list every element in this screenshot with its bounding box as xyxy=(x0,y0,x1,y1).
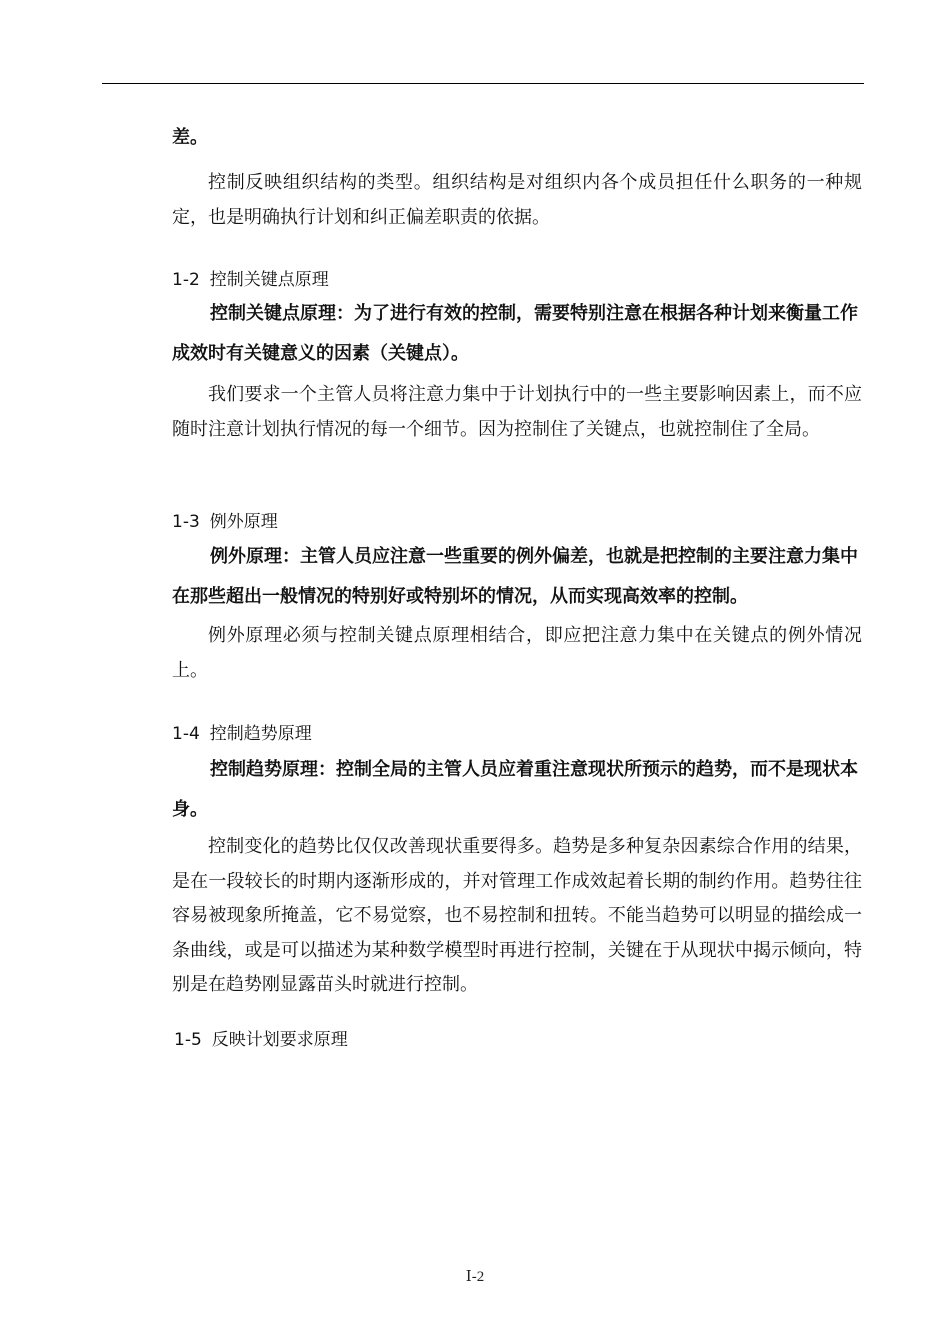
section-number: 1-3 xyxy=(172,512,200,532)
section-number: 1-2 xyxy=(172,270,200,290)
section-heading-1-3 xyxy=(172,510,278,534)
section-number: 1-5 xyxy=(174,1030,202,1050)
section-title: 控制关键点原理 xyxy=(209,270,329,290)
header-rule xyxy=(102,83,864,84)
section-explanation-1-4: 控制变化的趋势比仅仅改善现状重要得多。趋势是多种复杂因素综合作用的结果，是在一段较长的时期内逐渐形成的，并对管理工作成效起着长期的制约作用。趋势往往容易被现象所掩盖，它不易觉察，也不易控制和扭转。不能当趋势可以明显的描绘成一条曲线，或是可以描述为某种数学模型时再进行控制，关键在于从现状中揭示倾向，特别是在趋势刚显露苗头时就进行控制。 xyxy=(172,836,862,995)
section-explanation-1-3: 例外原理必须与控制关键点原理相结合，即应把注意力集中在关键点的例外情况上。 xyxy=(172,625,862,681)
section-title: 例外原理 xyxy=(209,512,278,532)
section-explanation-1-2: 我们要求一个主管人员将注意力集中于计划执行中的一些主要影响因素上，而不应随时注意计划执行情况的每一个细节。因为控制住了关键点，也就控制住了全局。 xyxy=(172,384,862,440)
section-heading-1-2 xyxy=(172,268,329,292)
section-definition-1-2: 控制关键点原理：为了进行有效的控制，需要特别注意在根据各种计划来衡量工作成效时有关键意义的因素（关键点）。 xyxy=(172,303,858,364)
section-title: 反映计划要求原理 xyxy=(211,1030,348,1050)
section-title: 控制趋势原理 xyxy=(209,724,312,744)
page-number: Ⅰ-2 xyxy=(465,1269,485,1285)
intro-paragraph: 控制反映组织结构的类型。组织结构是对组织内各个成员担任什么职务的一种规定，也是明确执行计划和纠正偏差职责的依据。 xyxy=(172,172,862,228)
continuation-text: 差。 xyxy=(172,127,208,148)
section-definition-1-4: 控制趋势原理：控制全局的主管人员应着重注意现状所预示的趋势，而不是现状本身。 xyxy=(172,759,858,820)
section-definition-1-3: 例外原理：主管人员应注意一些重要的例外偏差，也就是把控制的主要注意力集中在那些超出一般情况的特别好或特别坏的情况，从而实现高效率的控制。 xyxy=(172,546,858,607)
section-heading-1-4 xyxy=(172,722,312,746)
section-number: 1-4 xyxy=(172,724,200,744)
section-heading-1-5 xyxy=(174,1028,348,1052)
